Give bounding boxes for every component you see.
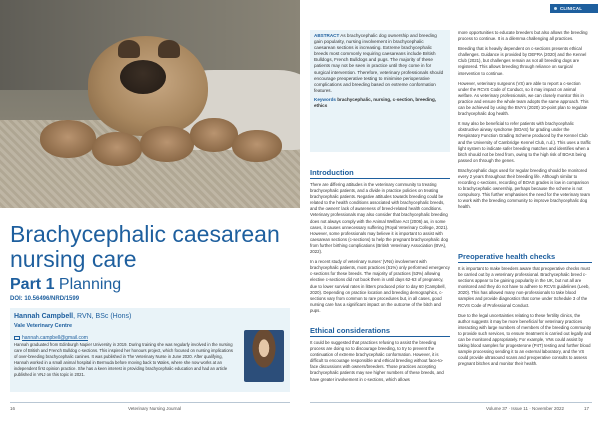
subtitle-part: Part 1 [10, 276, 55, 293]
author-photo [244, 330, 284, 382]
issue-info: Volume 37 · Issue 11 · November 2022 [486, 406, 564, 411]
paragraph: There are differing attitudes in the veterinary community to treating brachycephalic patients, and a divide in practice policies on treating brachycephalic patients. Negative attitudes towards breeding could be related to the health conditions associated with brachycephalic breeds, and the owners' lack of awareness of breed-related health conditions. Veterinary professionals may also consider that brachycephalic breeding does not always comply with the Animal Welfare Act (2006) as, in some cases, it causes unnecessary suffering (Royal Veterinary College, 2021). However, some professionals may believe it is important to assist with caesarean sections (c-sections) to help the pregnant brachycephalic dog from further birthing complications (British Veterinary Association (BVA), 2022). [310, 182, 449, 255]
paragraph: In a recent study of veterinary nurses' (VNs) involvement with brachycephalic patients, most practices (51%) only performed emergency c-sections for these breeds. The majority of practices (53%) allowing elective c-sections did not book them in until days 62-63 of pregnancy, due to lower survival rates in litters produced prior to day 60 (Campbell, 2020). Depending on practice location and breeding demographics, c-sections vary from common to rare procedures but, in all cases, good nursing care has a significant impact on the outcome of the bitch and pups. [310, 259, 450, 313]
doi: DOI: 10.56496/NRD/1599 [10, 296, 80, 302]
abstract-body: As brachycephalic dog ownership and breeding gain popularity, nursing involvement in brachycephalic caesarean sections is increasing. Extreme brachycephalic breeds most commonly requiring caesareans include British Bulldogs, French Bulldogs and pugs. The majority of these patients may not be seen in practice until they come in for surgical intervention. Therefore, veterinary professionals should encourage preoperative testing to minimise perioperative complications and breeding based on extreme conformation features. [314, 33, 444, 93]
ethical-text [310, 340, 450, 387]
paragraph: It could be suggested that practices refusing to assist the breeding process are doing so to discourage breeding, to try to prevent the continuation of extreme brachycephalic conformation. However, it is difficult to encourage responsible and ethical breeding without face-to-face discussions with owners/breeders. Those practices accepting brachycephalic patients may see higher numbers of these breeds, and have greater involvement in c-sections, which allows [310, 340, 444, 382]
heading-preoperative: Preoperative health checks [458, 252, 556, 261]
bulldog-litter-photo [0, 0, 300, 208]
article-subtitle [10, 276, 290, 294]
keywords-label: Keywords [314, 96, 336, 102]
author-email-row[interactable] [14, 335, 88, 341]
heading-rule [458, 262, 592, 263]
page-number-right: 17 [584, 406, 590, 411]
journal-name: Veterinary Nursing Journal [128, 406, 182, 411]
author-email[interactable]: hannah.campbell@gmail.com [22, 335, 88, 341]
subtitle-rest: Planning [58, 276, 122, 293]
introduction-text [310, 182, 450, 318]
author-box [10, 308, 290, 392]
keywords-list: brachycephalic, nursing, c-section, breeding, ethics [314, 96, 437, 109]
abstract-box [310, 30, 450, 152]
paragraph: However, veterinary surgeons (VS) are able to report a c-section under the RCVS Code of Conduct, so it may impact on animal welfare. As veterinary professionals, we can closely monitor this in practice and ensure the whole team adopts the same approach. This can be achieved by using the BVA's (2020) 10-point plan to regulate brachycephalic dog health. [458, 80, 589, 117]
author-credentials: , RVN, BSc (Hons) [73, 313, 132, 320]
paragraph: Due to the legal uncertainties relating to these fertility clinics, the author suggests it may be more beneficial for veterinary practices interacting with large numbers of members of the breeding community to provide such services, to ensure treatment is carried out legally and can be monitored appropriately. For example, VNs could assist by taking blood samples for progesterone (P4T) testing and further blood sample processing sending it to an external laboratory, and the VS could provide ultrasound scans and preoperative consults to assess pregnant bitches and monitor their health. [458, 312, 592, 367]
abstract-text [314, 33, 446, 94]
tag-dot-icon [554, 7, 557, 10]
paragraph: Brachycephalic dogs used for regular breeding should be monitored every 2 years throughout their breeding life. Although similar to recording c-sections, recording of BOAS grades is low in comparison to brachycephalic ownership, perhaps because the scheme is not compulsory. This further emphasises the need for the veterinary team to work with the breeding community to improve brachycephalic dog health. [458, 167, 590, 210]
section-tag-label: CLINICAL [560, 6, 583, 11]
keywords [314, 97, 446, 109]
paragraph: It is important to make breeders aware that preoperative checks must be carried out by a veterinary professional. Brachycephalic breed c-sections appear to be gaining popularity in the UK, but not all are monitored and they do not have to adhere to RCVS guidelines (Leeb, 2020). This has allowed many non-professionals to take blood samples and provide diagnostics that come under Schedule 3 of the RCVS Code of Professional Conduct. [458, 266, 590, 308]
footer-rule-left [10, 402, 290, 403]
heading-rule [310, 178, 450, 179]
heading-ethical: Ethical considerations [310, 326, 391, 335]
mail-icon [14, 336, 20, 340]
heading-introduction: Introduction [310, 168, 354, 177]
paragraph: Breeding that is heavily dependent on c-sections presents ethical challenges. Guidance is provided by DEFRA (2020) and the Kennel Club (2021), but challenges remain as not all breeding dogs are registered. This allows breeding through reliance on surgical intervention to continue. [458, 46, 587, 76]
section-tag [550, 4, 598, 13]
author-organisation: Vale Veterinary Centre [14, 323, 73, 329]
paragraph: more opportunities to educate breeders but also allows the breeding process to continue. It is a dilemma challenging all practices. [458, 30, 588, 42]
page-number-left: 16 [10, 406, 16, 411]
heading-rule [310, 336, 450, 337]
abstract-label: ABSTRACT [314, 33, 340, 38]
author-name: Hannah Campbell [14, 313, 74, 320]
article-title: Brachycephalic caesarean nursing care [10, 221, 280, 272]
paragraph: It may also be beneficial to refer patients with brachycephalic obstructive airway syndrome (BOAS) for grading under the Respiratory Function Grading Scheme produced by the Kennel Club and the University of Cambridge Kennel Club, n.d.). This uses a traffic light system to indicate safer breeding matches and identifies when a bitch should not be bred from, owing to the high risk of BOAS being passed on through the genes. [458, 121, 591, 163]
author-name-line [14, 313, 131, 320]
author-bio: Hannah graduated from Edinburgh Napier University in 2019. During training she was regularly involved in the nursing care of British and French Bulldog c-sections. This inspired her honours project, which focused on nursing implications of over-breeding brachycephalic canines. It was published in The Veterinary Nurse in June 2020. After qualifying, Hannah worked in a small animal hospital in Bermuda before moving back to Wales, where she now works at an independent first opinion practice. She has a keen interest in providing brachycephalic education and had an article published in VNJ on this topic in 2021. [14, 342, 233, 377]
right-page [300, 0, 600, 424]
footer-rule-right [310, 402, 592, 403]
column-two-text [458, 30, 592, 215]
preoperative-text [458, 266, 592, 372]
